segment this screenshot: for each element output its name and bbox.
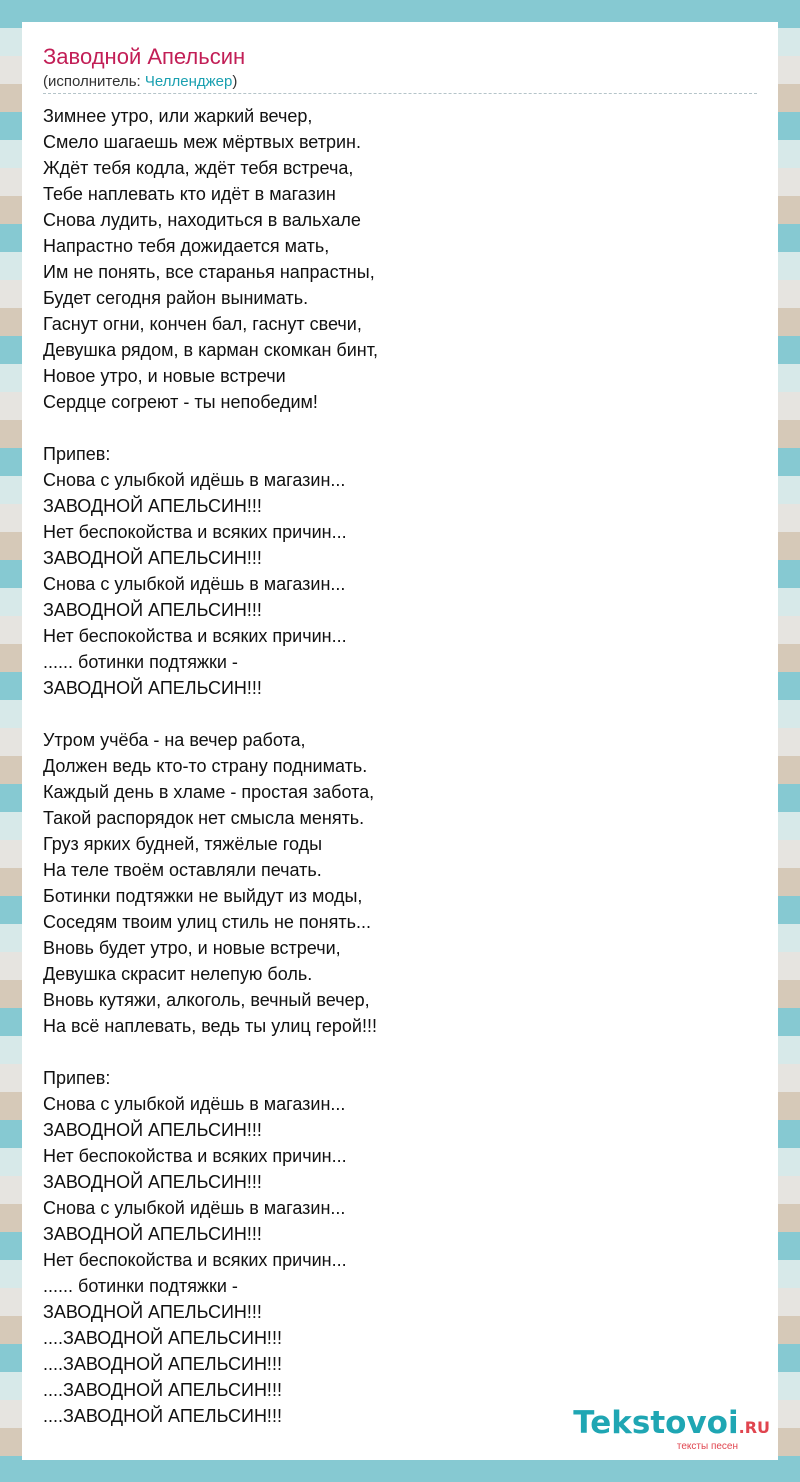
lyrics-line: ....ЗАВОДНОЙ АПЕЛЬСИН!!! xyxy=(43,1354,282,1374)
logo-wordmark xyxy=(573,1407,770,1444)
lyrics-line: ...... ботинки подтяжки - xyxy=(43,1276,238,1296)
lyrics-line: ЗАВОДНОЙ АПЕЛЬСИН!!! xyxy=(43,496,262,516)
site-logo[interactable] xyxy=(573,1407,770,1452)
lyrics-line: Гаснут огни, кончен бал, гаснут свечи, xyxy=(43,314,362,334)
logo-tld: .RU xyxy=(738,1418,770,1437)
lyrics-line: ЗАВОДНОЙ АПЕЛЬСИН!!! xyxy=(43,678,262,698)
lyrics-line: Будет сегодня район вынимать. xyxy=(43,288,309,308)
lyrics-line: Новое утро, и новые встречи xyxy=(43,366,286,386)
lyrics-line: ...... ботинки подтяжки - xyxy=(43,652,238,672)
lyrics-line: На всё наплевать, ведь ты улиц герой!!! xyxy=(43,1016,377,1036)
lyrics-line: Такой распорядок нет смысла менять. xyxy=(43,808,365,828)
lyrics-line: Ботинки подтяжки не выйдут из моды, xyxy=(43,886,363,906)
lyrics-line: Соседям твоим улиц стиль не понять... xyxy=(43,912,371,932)
lyrics-line: Припев: xyxy=(43,1068,111,1088)
lyrics-line: ЗАВОДНОЙ АПЕЛЬСИН!!! xyxy=(43,1120,262,1140)
lyrics-line: ЗАВОДНОЙ АПЕЛЬСИН!!! xyxy=(43,1302,262,1322)
lyrics-line: Груз ярких будней, тяжёлые годы xyxy=(43,834,323,854)
lyrics-line: Снова с улыбкой идёшь в магазин... xyxy=(43,1198,346,1218)
lyrics-line: ЗАВОДНОЙ АПЕЛЬСИН!!! xyxy=(43,548,262,568)
lyrics-line: Снова с улыбкой идёшь в магазин... xyxy=(43,470,346,490)
artist-suffix: ) xyxy=(232,73,238,90)
lyrics-line: Снова с улыбкой идёшь в магазин... xyxy=(43,1094,346,1114)
song-title: Заводной Апельсин xyxy=(43,44,246,69)
lyrics-line: ЗАВОДНОЙ АПЕЛЬСИН!!! xyxy=(43,1224,262,1244)
lyrics-line: Тебе наплевать кто идёт в магазин xyxy=(43,184,336,204)
lyrics-line: ЗАВОДНОЙ АПЕЛЬСИН!!! xyxy=(43,600,262,620)
lyrics-line: Зимнее утро, или жаркий вечер, xyxy=(43,106,313,126)
artist-prefix: (исполнитель: xyxy=(43,73,145,90)
lyrics-line: Каждый день в хламе - простая забота, xyxy=(43,782,375,802)
lyrics-blank-line xyxy=(43,1039,757,1065)
lyrics-line: Снова с улыбкой идёшь в магазин... xyxy=(43,574,346,594)
lyrics-line: Вновь кутяжи, алкоголь, вечный вечер, xyxy=(43,990,370,1010)
lyrics-line: ....ЗАВОДНОЙ АПЕЛЬСИН!!! xyxy=(43,1328,282,1348)
lyrics-line: Вновь будет утро, и новые встречи, xyxy=(43,938,341,958)
lyrics-line: Ждёт тебя кодла, ждёт тебя встреча, xyxy=(43,158,354,178)
logo-tagline: тексты песен xyxy=(676,1441,738,1452)
lyrics-line: ....ЗАВОДНОЙ АПЕЛЬСИН!!! xyxy=(43,1406,282,1426)
lyrics-line: Утром учёба - на вечер работа, xyxy=(43,730,306,750)
logo-name: Tekstovoi xyxy=(573,1405,739,1441)
lyrics-line: Нет беспокойства и всяких причин... xyxy=(43,1250,347,1270)
lyrics-line: Им не понять, все старанья напрастны, xyxy=(43,262,375,282)
artist-line xyxy=(43,73,757,94)
lyrics-line: Снова лудить, находиться в вальхале xyxy=(43,210,361,230)
lyrics-line: Нет беспокойства и всяких причин... xyxy=(43,522,347,542)
lyrics-line: Нет беспокойства и всяких причин... xyxy=(43,1146,347,1166)
lyrics-text xyxy=(43,103,757,1429)
lyrics-blank-line xyxy=(43,701,757,727)
lyrics-line: Сердце согреют - ты непобедим! xyxy=(43,392,318,412)
lyrics-line: Смело шагаешь меж мёртвых ветрин. xyxy=(43,132,361,152)
lyrics-line: Нет беспокойства и всяких причин... xyxy=(43,626,347,646)
lyrics-card xyxy=(22,22,778,1460)
lyrics-line: Должен ведь кто-то страну поднимать. xyxy=(43,756,368,776)
lyrics-line: Напрастно тебя дожидается мать, xyxy=(43,236,330,256)
lyrics-line: На теле твоём оставляли печать. xyxy=(43,860,322,880)
lyrics-blank-line xyxy=(43,415,757,441)
lyrics-line: Припев: xyxy=(43,444,111,464)
artist-link[interactable]: Челленджер xyxy=(144,73,233,90)
lyrics-line: ....ЗАВОДНОЙ АПЕЛЬСИН!!! xyxy=(43,1380,282,1400)
lyrics-line: Девушка скрасит нелепую боль. xyxy=(43,964,313,984)
lyrics-line: Девушка рядом, в карман скомкан бинт, xyxy=(43,340,378,360)
lyrics-line: ЗАВОДНОЙ АПЕЛЬСИН!!! xyxy=(43,1172,262,1192)
